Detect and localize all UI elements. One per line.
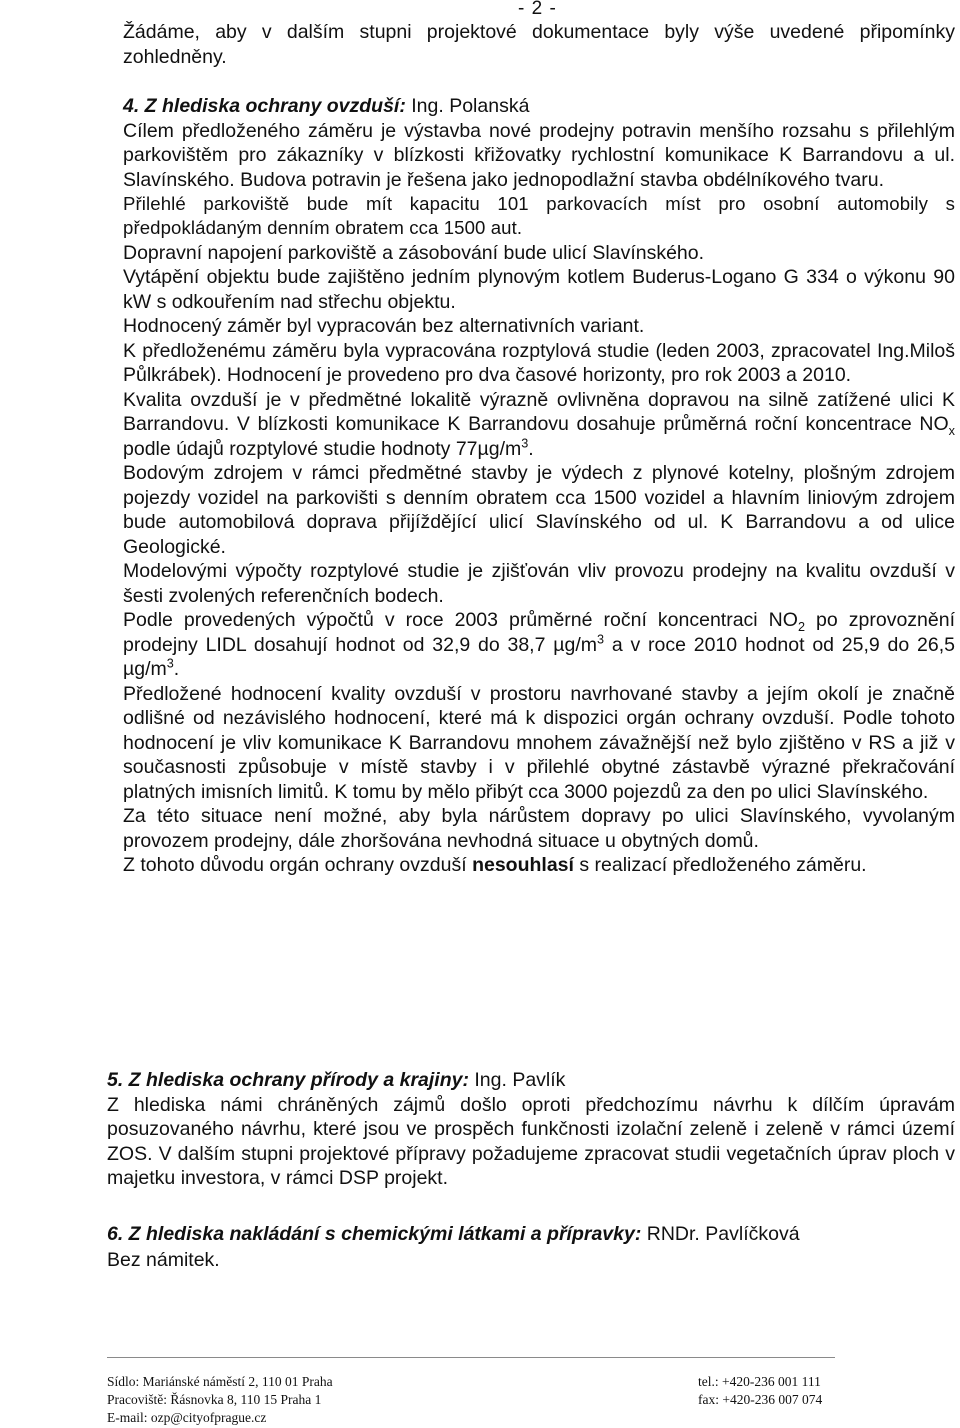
paragraph: Za této situace není možné, aby byla nárůstem dopravy po ulici Slavínského, vyvolaným provozem prodejny, dále zhoršována nevhodná situace u obytných domů. xyxy=(123,805,955,852)
text-run: . xyxy=(173,658,180,681)
text-run: . xyxy=(528,437,534,460)
paragraph: Bodovým zdrojem v rámci předmětné stavby je výdech z plynové kotelny, plošným zdrojem pojezdy vozidel na parkovišti s denním obratem cca 1500 vozidel a hlavním liniovým zdrojem bude automobilová doprava přijíždějící ulicí Slavínského od ul. K Barrandovu a od ulice Geologické. xyxy=(123,462,955,558)
subscript: 2 xyxy=(797,620,805,635)
section-title: 4. Z hlediska ochrany ovzduší: xyxy=(123,95,406,117)
footer-address: Sídlo: Mariánské náměstí 2, 110 01 Praha xyxy=(107,1374,333,1389)
section-air-protection xyxy=(123,94,955,878)
footer-address-block xyxy=(107,1373,333,1427)
footer-email: E-mail: ozp@cityofprague.cz xyxy=(107,1410,267,1425)
footer-workplace: Pracoviště: Řásnovka 8, 110 15 Praha 1 xyxy=(107,1392,322,1407)
superscript: 3 xyxy=(166,656,174,671)
section-nature-protection xyxy=(107,1068,955,1191)
section-author: RNDr. Pavlíčková xyxy=(641,1223,800,1245)
paragraph xyxy=(123,608,955,682)
superscript: 3 xyxy=(596,632,605,647)
section-author: Ing. Pavlík xyxy=(468,1069,566,1091)
paragraph: Bez námitek. xyxy=(107,1249,220,1271)
text-run: podle údajů rozptylové studie hodnoty 77µg/m xyxy=(123,437,522,460)
paragraph: Dopravní napojení parkoviště a zásobování bude ulicí Slavínského. xyxy=(123,241,705,264)
section-heading xyxy=(123,94,955,119)
paragraph: Modelovými výpočty rozptylové studie je zjišťován vliv provozu prodejny na kvalitu ovzduší v šesti zvolených referenčních bodech. xyxy=(123,560,955,607)
paragraph: Vytápění objektu bude zajištěno jedním plynovým kotlem Buderus-Logano G 334 o výkonu 90 kW s odkouřením nad střechu objektu. xyxy=(123,266,955,313)
paragraph: Předložené hodnocení kvality ovzduší v prostoru navrhované stavby a jejím okolí je značně odlišné od nezávislého hodnocení, které má k dispozici orgán ochrany ovzduší. Podle tohoto hodnocení je vliv komunikace K Barrandovu mnohem závažnější než bylo zjištěno v RS a již v současnosti způsobuje v místě stavby i v přilehlé obytné zástavbě výrazné překračování platných imisních limitů. K tomu by mělo přibýt cca 3000 pojezdů za den po ulici Slavínského. xyxy=(123,682,955,803)
footer-contact-block xyxy=(698,1373,822,1409)
text-run: s realizací předloženého záměru. xyxy=(573,854,867,877)
page-number: - 2 - xyxy=(518,0,557,19)
text-run: po zprovoznění prodejny LIDL dosahují hodnot od 32,9 do 38,7 µg/m xyxy=(123,609,955,656)
section-heading xyxy=(107,1221,955,1247)
text-run: Z tohoto důvodu orgán ochrany ovzduší xyxy=(123,854,473,877)
paragraph: K předloženému záměru byla vypracována rozptylová studie (leden 2003, zpracovatel Ing.Miloš Půlkrábek). Hodnocení je provedeno pro dva časové horizonty, pro rok 2003 a 2010. xyxy=(123,339,955,387)
section-title: 5. Z hlediska ochrany přírody a krajiny: xyxy=(107,1069,469,1091)
text-run: a v roce 2010 hodnot od 25,9 do 26,5 µg/m xyxy=(123,633,955,681)
paragraph: Hodnocený záměr byl vypracován bez alternativních variant. xyxy=(123,315,645,338)
paragraph: Z hlediska námi chráněných zájmů došlo oproti předchozímu návrhu k dílčím úpravám posuzovaného návrhu, které jsou ve prospěch funkčnosti izolační zeleně i zeleně v rámci území ZOS. V dalším stupni projektové přípravy požadujeme zpracovat studii vegetačních úprav ploch v majetku investora, v rámci DSP projekt. xyxy=(107,1093,955,1189)
paragraph xyxy=(123,853,955,878)
footer-divider xyxy=(107,1357,835,1358)
subscript: x xyxy=(948,424,955,439)
section-heading xyxy=(107,1068,955,1093)
paragraph: Cílem předloženého záměru je výstavba nové prodejny potravin menšího rozsahu s přilehlým parkovištěm pro zákazníky v blízkosti křižovatky rychlostní komunikace K Barrandovu a ul. Slavínského. Budova potravin je řešena jako jednopodlažní stavba obdélníkového tvaru. xyxy=(123,119,955,191)
paragraph xyxy=(123,388,955,462)
text-run: Kvalita ovzduší je v předmětné lokalitě výrazně ovlivněna dopravou na silně zatížené ulici K Barrandovu. V blízkosti komunikace K Barrandovu dosahuje průměrná roční koncentrace NO xyxy=(123,388,955,436)
footer-fax: fax: +420-236 007 074 xyxy=(698,1392,823,1407)
footer-tel: tel.: +420-236 001 111 xyxy=(698,1374,821,1389)
section-author: Ing. Polanská xyxy=(405,95,530,117)
text-run: Podle provedených výpočtů v roce 2003 průměrné roční koncentraci NO xyxy=(123,609,798,632)
intro-paragraph: Žádáme, aby v dalším stupni projektové dokumentace byly výše uvedené připomínky zohledněny. xyxy=(123,21,955,68)
section-chemicals xyxy=(107,1221,955,1273)
superscript: 3 xyxy=(521,436,529,451)
bold-text: nesouhlasí xyxy=(472,854,574,877)
paragraph: Přilehlé parkoviště bude mít kapacitu 101 parkovacích míst pro osobní automobily s předpokládaným denním obratem cca 1500 aut. xyxy=(123,193,955,239)
section-title: 6. Z hlediska nakládání s chemickými látkami a přípravky: xyxy=(107,1223,642,1245)
